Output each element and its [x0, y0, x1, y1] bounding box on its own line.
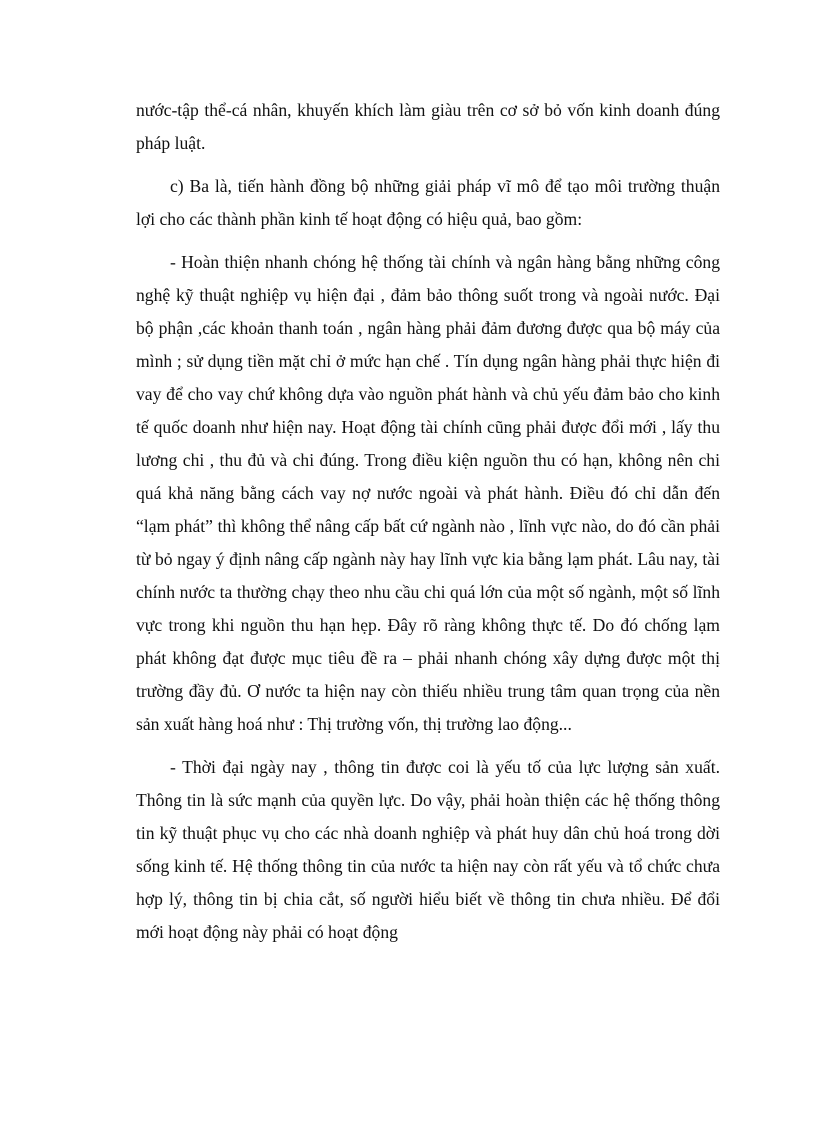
paragraph-continuation: nước-tập thể-cá nhân, khuyến khích làm giàu trên cơ sở bỏ vốn kinh doanh đúng pháp luật. — [136, 100, 720, 153]
paragraph-information-systems: - Thời đại ngày nay , thông tin được coi là yếu tố của lực lượng sản xuất. Thông tin là sức mạnh của quyền lực. Do vậy, phải hoàn thiện các hệ thống thông tin kỹ thuật phục vụ cho các nhà doanh nghiệp và phát huy dân chủ hoá trong dời sống kinh tế. Hệ thống thông tin của nước ta hiện nay còn rất yếu và tổ chức chưa hợp lý, thông tin bị chia cắt, số người hiểu biết về thông tin chưa nhiều. Để đổi mới hoạt động này phải có hoạt động — [136, 757, 720, 942]
paragraph-solution-c: c) Ba là, tiến hành đồng bộ những giải pháp vĩ mô để tạo môi trường thuận lợi cho các thành phần kinh tế hoạt động có hiệu quả, bao gồm: — [136, 176, 720, 229]
document-page — [136, 94, 720, 949]
paragraph-finance-banking: - Hoàn thiện nhanh chóng hệ thống tài chính và ngân hàng bằng những công nghệ kỹ thuật nghiệp vụ hiện đại , đảm bảo thông suốt trong và ngoài nước. Đại bộ phận ,các khoản thanh toán , ngân hàng phải đảm đương được qua bộ máy của mình ; sử dụng tiền mặt chỉ ở mức hạn chế . Tín dụng ngân hàng phải thực hiện đi vay để cho vay chứ không dựa vào nguồn phát hành và chủ yếu đảm bảo cho kinh tế quốc doanh như hiện nay. Hoạt động tài chính cũng phải được đổi mới , lấy thu lương chi , thu đủ và chi đúng. Trong điều kiện nguồn thu có hạn, không nên chi quá khả năng bằng cách vay nợ nước ngoài và phát hành. Điều đó chỉ dẫn đến “lạm phát” thì không thể nâng cấp bất cứ ngành nào , lĩnh vực nào, do đó cần phải từ bỏ ngay ý định nâng cấp ngành này hay lĩnh vực kia bằng lạm phát. Lâu nay, tài chính nước ta thường chạy theo nhu cầu chi quá lớn của một số ngành, một số lĩnh vực trong khi nguồn thu hạn hẹp. Đây rõ ràng không thực tế. Do đó chống lạm phát không đạt được mục tiêu đề ra – phải nhanh chóng xây dựng được một thị trường đầy đủ. Ơ nước ta hiện nay còn thiếu nhiều trung tâm quan trọng của nền sản xuất hàng hoá như : Thị trường vốn, thị trường lao động... — [136, 252, 720, 734]
